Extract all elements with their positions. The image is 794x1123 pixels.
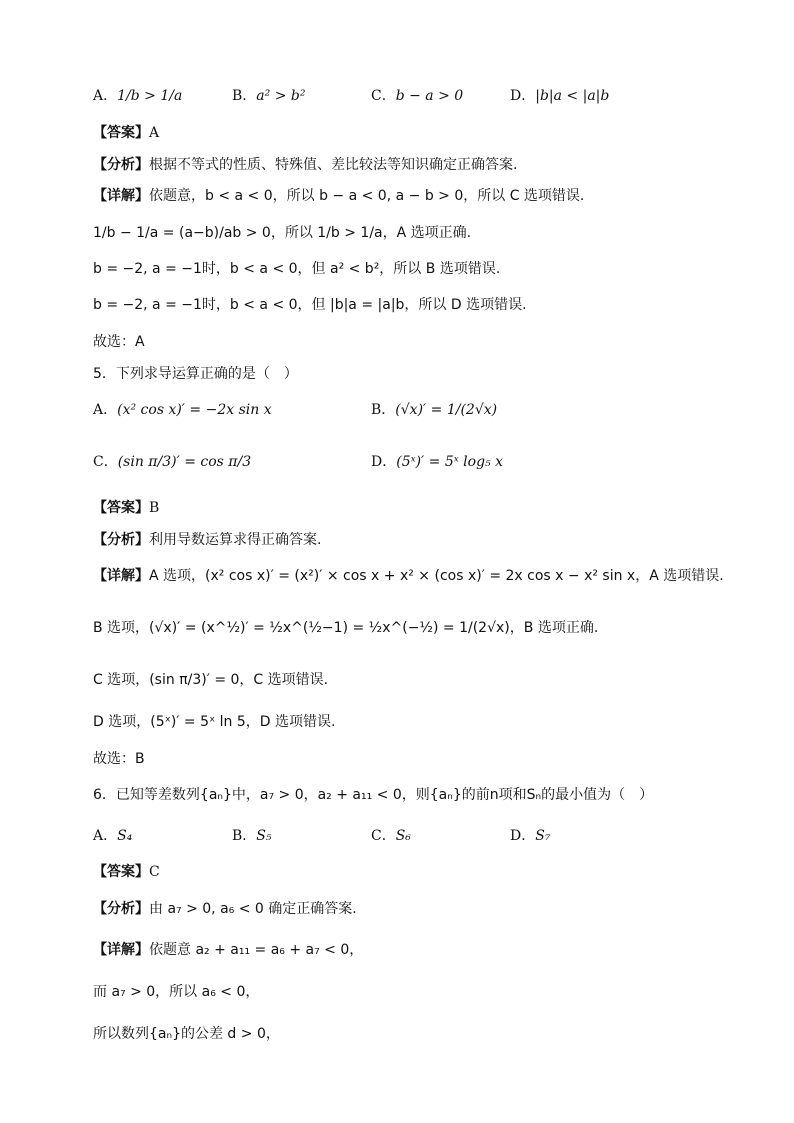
q4-option-b: B．a² > b² xyxy=(232,88,306,104)
q4-option-a: A．1/b > 1/a xyxy=(93,88,183,104)
q6-option-a: A．S₄ xyxy=(93,828,133,844)
q6-option-b: B．S₅ xyxy=(232,828,272,844)
q4-detail-4: b = −2, a = −1时，b < a < 0，但 |b|a = |a|b，所以 D 选项错误. xyxy=(93,297,527,313)
q4-answer: 【答案】A xyxy=(93,125,160,141)
q4-detail-1: 【详解】依题意，b < a < 0，所以 b − a < 0, a − b > 0，所以 C 选项错误. xyxy=(93,188,585,204)
q6-detail-1: 【详解】依题意 a₂ + a₁₁ = a₆ + a₇ < 0， xyxy=(93,942,364,958)
q4-detail-2: 1/b − 1/a = (a−b)/ab > 0，所以 1/b > 1/a，A 选项正确. xyxy=(93,225,472,241)
q6-stem: 6．已知等差数列{aₙ}中，a₇ > 0，a₂ + a₁₁ < 0，则{aₙ}的前n项和Sₙ的最小值为（ ） xyxy=(93,787,654,803)
q5-option-b: B．(√x)′ = 1/(2√x) xyxy=(371,402,498,418)
q5-option-c: C．(sin π/3)′ = cos π/3 xyxy=(93,454,252,470)
q5-detail-c: C 选项，(sin π/3)′ = 0，C 选项错误. xyxy=(93,672,329,688)
q5-option-d: D．(5ˣ)′ = 5ˣ log₅ x xyxy=(371,454,503,470)
q6-answer: 【答案】C xyxy=(93,864,160,880)
q5-answer: 【答案】B xyxy=(93,500,160,516)
q5-option-a: A．(x² cos x)′ = −2x sin x xyxy=(93,402,272,418)
q5-analysis: 【分析】利用导数运算求得正确答案. xyxy=(93,532,322,548)
q6-detail-2: 而 a₇ > 0，所以 a₆ < 0， xyxy=(93,984,260,1000)
q4-option-d: D．|b|a < |a|b xyxy=(510,88,610,104)
q5-stem: 5．下列求导运算正确的是（ ） xyxy=(93,366,298,382)
q6-option-c: C．S₆ xyxy=(371,828,411,844)
q6-option-d: D．S₇ xyxy=(510,828,551,844)
q4-detail-3: b = −2, a = −1时，b < a < 0，但 a² < b²，所以 B 选项错误. xyxy=(93,261,501,277)
q5-detail-b: B 选项，(√x)′ = (x^½)′ = ½x^(½−1) = ½x^(−½) = 1/(2√x)，B 选项正确. xyxy=(93,620,599,636)
q4-option-c: C．b − a > 0 xyxy=(371,88,464,104)
q5-detail-a: 【详解】A 选项，(x² cos x)′ = (x²)′ × cos x + x² × (cos x)′ = 2x cos x − x² sin x，A 选项错误. xyxy=(93,568,724,584)
q6-detail-3: 所以数列{aₙ}的公差 d > 0， xyxy=(93,1026,280,1042)
q4-analysis: 【分析】根据不等式的性质、特殊值、差比较法等知识确定正确答案. xyxy=(93,157,518,173)
q5-detail-d: D 选项，(5ˣ)′ = 5ˣ ln 5，D 选项错误. xyxy=(93,714,336,730)
q5-choice: 故选：B xyxy=(93,751,145,767)
q6-analysis: 【分析】由 a₇ > 0, a₆ < 0 确定正确答案. xyxy=(93,901,357,917)
q4-choice: 故选：A xyxy=(93,334,145,350)
